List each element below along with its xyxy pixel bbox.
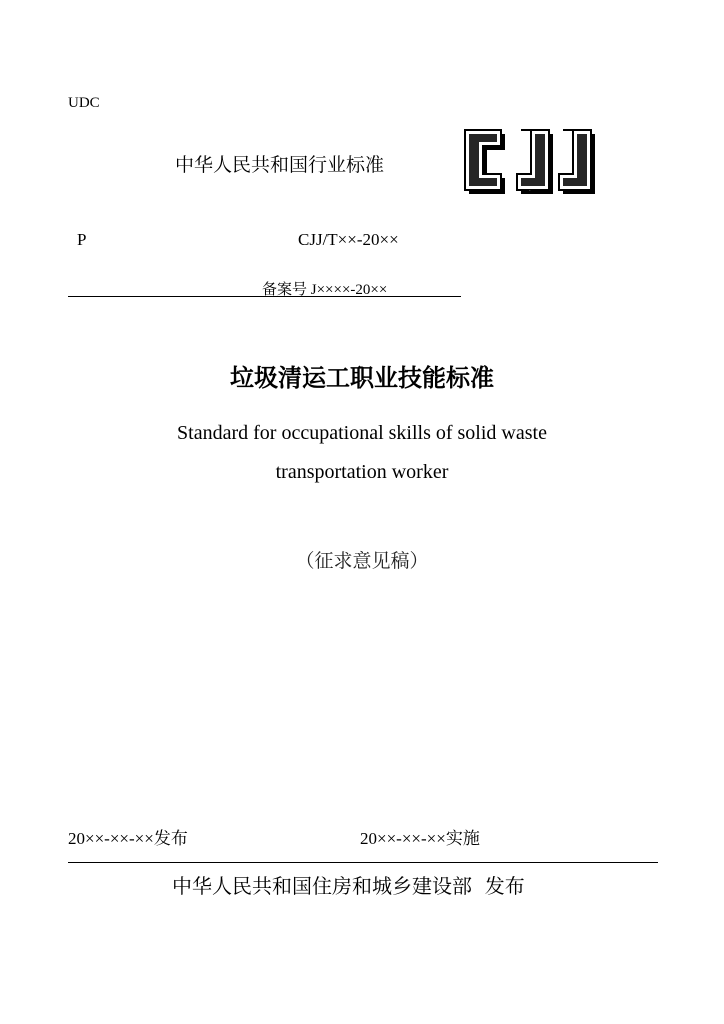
- standard-number: CJJ/T××-20××: [298, 230, 399, 249]
- title-chinese: 垃圾清运工职业技能标准: [230, 364, 494, 392]
- title-english-line2: transportation worker: [275, 461, 449, 483]
- filing-divider: [68, 296, 461, 297]
- classification-code: P: [77, 230, 87, 249]
- draft-note: （征求意见稿）: [295, 551, 429, 572]
- svg-text:CJJ: CJJ: [529, 191, 531, 192]
- udc-label: UDC: [68, 95, 100, 111]
- cjj-logo: [455, 122, 603, 194]
- filing-number: 备案号 J××××-20××: [262, 282, 388, 298]
- implementation-date: 20××-××-××实施: [360, 829, 480, 848]
- footer-divider: [68, 862, 658, 863]
- publisher: 中华人民共和国住房和城乡建设部 发布: [172, 874, 525, 898]
- title-english-line1: Standard for occupational skills of solid waste: [177, 422, 547, 444]
- issue-date: 20××-××-××发布: [68, 829, 188, 848]
- standard-type-heading: 中华人民共和国行业标准: [175, 154, 385, 176]
